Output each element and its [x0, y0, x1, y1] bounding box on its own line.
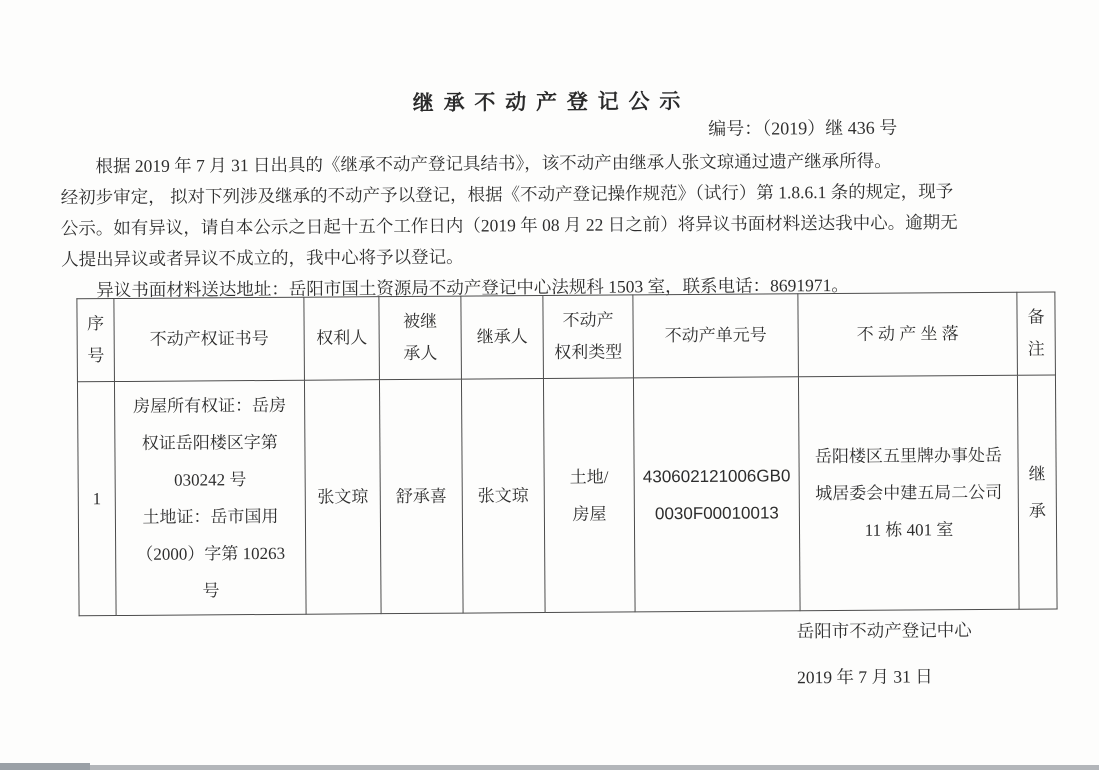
col-header-decedent: 被继 承人 — [379, 296, 462, 380]
signature-date: 2019 年 7 月 31 日 — [796, 666, 933, 688]
scanner-edge-shadow — [0, 765, 1099, 770]
cell-unit-no: 430602121006GB0 0030F00010013 — [633, 377, 800, 612]
cell-heir: 张文琼 — [461, 379, 545, 614]
col-header-right-type: 不动产 权利类型 — [543, 295, 634, 379]
scanner-edge-corner-shadow — [0, 763, 90, 770]
cell-right-holder: 张文琼 — [304, 380, 381, 615]
col-header-heir: 继承人 — [461, 296, 544, 380]
cell-right-type: 土地/ 房屋 — [543, 378, 635, 613]
notice-body-paragraph: 根据 2019 年 7 月 31 日出具的《继承不动产登记具结书》，该不动产由继承人张文琼通过遗产继承所得。 经初步审定， 拟对下列涉及继承的不动产予以登记，根据《不动产登记操作规范》（试行）第 1.8.6.1 条的规定，现予 公示。如有异议，请自本公示之日起十五个工作日内（2019 年 08 月 22 日之前）将异议书面材料送达我中心。逾期无 人提出异议或者异议不成立的，我中心将予以登记。 — [60, 150, 958, 270]
objection-delivery-address: 异议书面材料送达地址：岳阳市国土资源局不动产登记中心法规科 1503 室，联系电话：8691971。 — [96, 274, 849, 301]
col-header-location: 不 动 产 坐 落 — [798, 292, 1018, 377]
table-row — [77, 375, 1057, 616]
page-title: 继 承 不 动 产 登 记 公 示 — [412, 90, 683, 115]
cell-decedent: 舒承喜 — [379, 379, 463, 614]
col-header-right-holder: 权利人 — [304, 297, 380, 381]
table-header-row — [77, 292, 1056, 382]
col-header-certificate: 不动产权证书号 — [114, 297, 305, 381]
col-header-unit-no: 不动产单元号 — [633, 294, 799, 378]
registration-table — [76, 291, 1057, 616]
col-header-remark: 备 注 — [1017, 292, 1056, 375]
col-header-serial: 序 号 — [77, 299, 115, 382]
cell-certificate: 房屋所有权证：岳房 权证岳阳楼区字第 030242 号 土地证：岳市国用 （2000）字第 10263 号 — [114, 380, 306, 615]
signature-organization: 岳阳市不动产登记中心 — [796, 620, 972, 642]
cell-location: 岳阳楼区五里牌办事处岳 城居委会中建五局二公司 11 栋 401 室 — [798, 375, 1019, 611]
doc-number: 编号：（2019）继 436 号 — [708, 117, 898, 139]
cell-remark: 继 承 — [1017, 375, 1057, 609]
cell-serial: 1 — [77, 382, 116, 616]
